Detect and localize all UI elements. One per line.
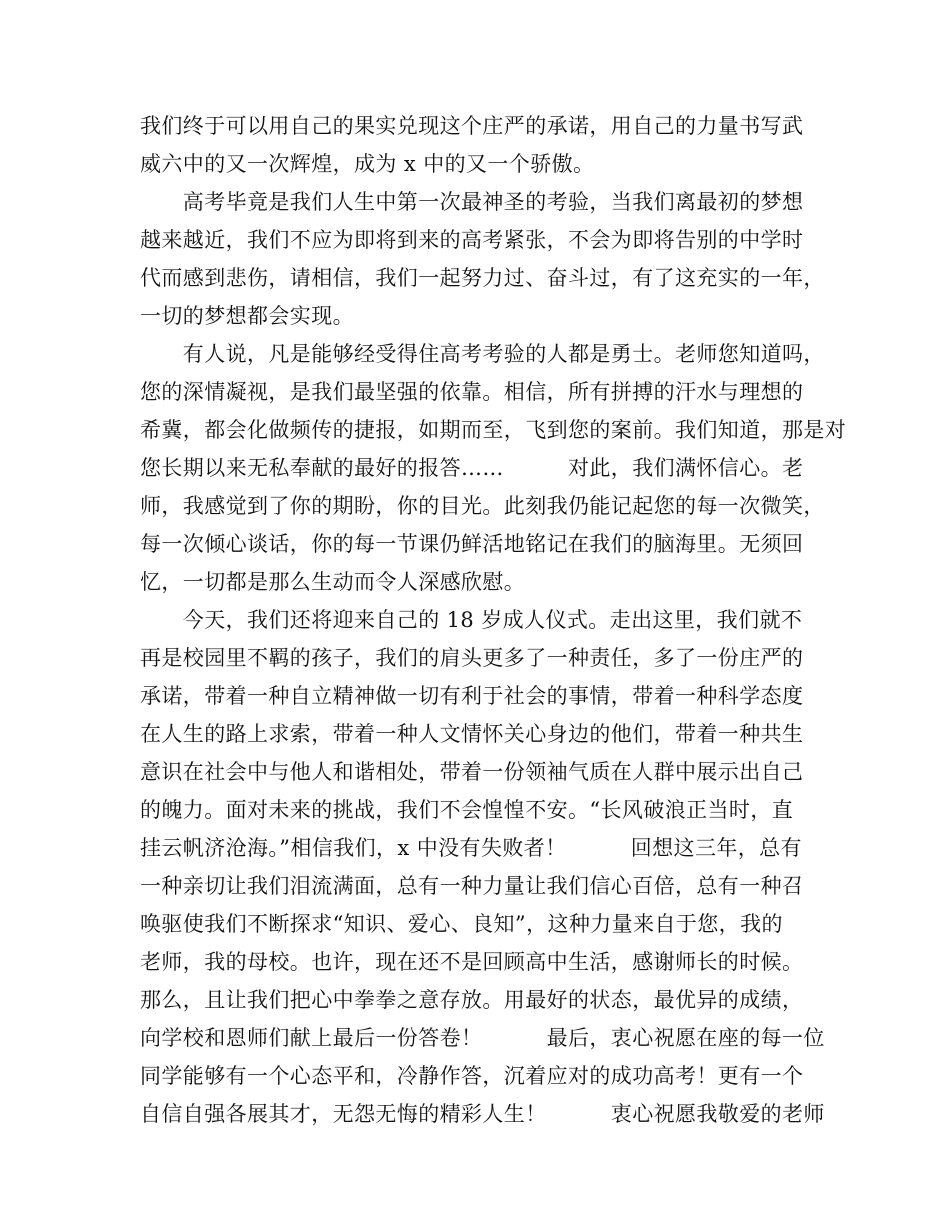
text-line: 越来越近，我们不应为即将到来的高考紧张，不会为即将告别的中学时	[140, 228, 804, 252]
text-line: 一切的梦想都会实现。	[140, 304, 354, 328]
text-line: 挂云帆济沧海。”相信我们，x 中没有失败者！ 回想这三年，总有	[140, 836, 802, 860]
text-line: 每一次倾心谈话，你的每一节课仍鲜活地铭记在我们的脑海里。无须回	[140, 532, 804, 556]
text-line: 向学校和恩师们献上最后一份答卷！ 最后，衷心祝愿在座的每一位	[140, 1026, 825, 1050]
text-line: 唤驱使我们不断探求“知识、爱心、良知”，这种力量来自于您，我的	[140, 912, 783, 936]
text-line: 老师，我的母校。也许，现在还不是回顾高中生活，感谢师长的时候。	[140, 950, 804, 974]
text-line: 高考毕竟是我们人生中第一次最神圣的考验，当我们离最初的梦想	[140, 190, 804, 214]
text-line: 我们终于可以用自己的果实兑现这个庄严的承诺，用自己的力量书写武	[140, 114, 804, 138]
text-line: 意识在社会中与他人和谐相处，带着一份领袖气质在人群中展示出自己	[140, 760, 804, 784]
body-text	[140, 107, 847, 1133]
text-line: 师，我感觉到了你的期盼，你的目光。此刻我仍能记起您的每一次微笑，	[140, 494, 825, 518]
text-line: 您长期以来无私奉献的最好的报答…… 对此，我们满怀信心。老	[140, 456, 804, 480]
text-line: 的魄力。面对未来的挑战，我们不会惶惶不安。“长风破浪正当时，直	[140, 798, 794, 822]
text-line: 您的深情凝视，是我们最坚强的依靠。相信，所有拼搏的汗水与理想的	[140, 380, 804, 404]
text-line: 再是校园里不羁的孩子，我们的肩头更多了一种责任，多了一份庄严的	[140, 646, 804, 670]
text-line: 代而感到悲伤，请相信，我们一起努力过、奋斗过，有了这充实的一年，	[140, 266, 825, 290]
text-line: 威六中的又一次辉煌，成为 x 中的又一个骄傲。	[140, 152, 595, 176]
text-line: 自信自强各展其才，无怨无悔的精彩人生！ 衷心祝愿我敬爱的老师	[140, 1102, 825, 1126]
text-line: 忆，一切都是那么生动而令人深感欣慰。	[140, 570, 526, 594]
text-line: 今天，我们还将迎来自己的 18 岁成人仪式。走出这里，我们就不	[140, 608, 803, 632]
text-line: 在人生的路上求索，带着一种人文情怀关心身边的他们，带着一种共生	[140, 722, 804, 746]
text-line: 有人说，凡是能够经受得住高考考验的人都是勇士。老师您知道吗，	[140, 342, 825, 366]
text-line: 希冀，都会化做频传的捷报，如期而至，飞到您的案前。我们知道，那是对	[140, 418, 847, 442]
text-line: 承诺，带着一种自立精神做一切有利于社会的事情，带着一种科学态度	[140, 684, 804, 708]
text-line: 那么，且让我们把心中拳拳之意存放。用最好的状态，最优异的成绩，	[140, 988, 804, 1012]
text-line: 同学能够有一个心态平和，冷静作答，沉着应对的成功高考！更有一个	[140, 1064, 804, 1088]
text-line: 一种亲切让我们泪流满面，总有一种力量让我们信心百倍，总有一种召	[140, 874, 804, 898]
